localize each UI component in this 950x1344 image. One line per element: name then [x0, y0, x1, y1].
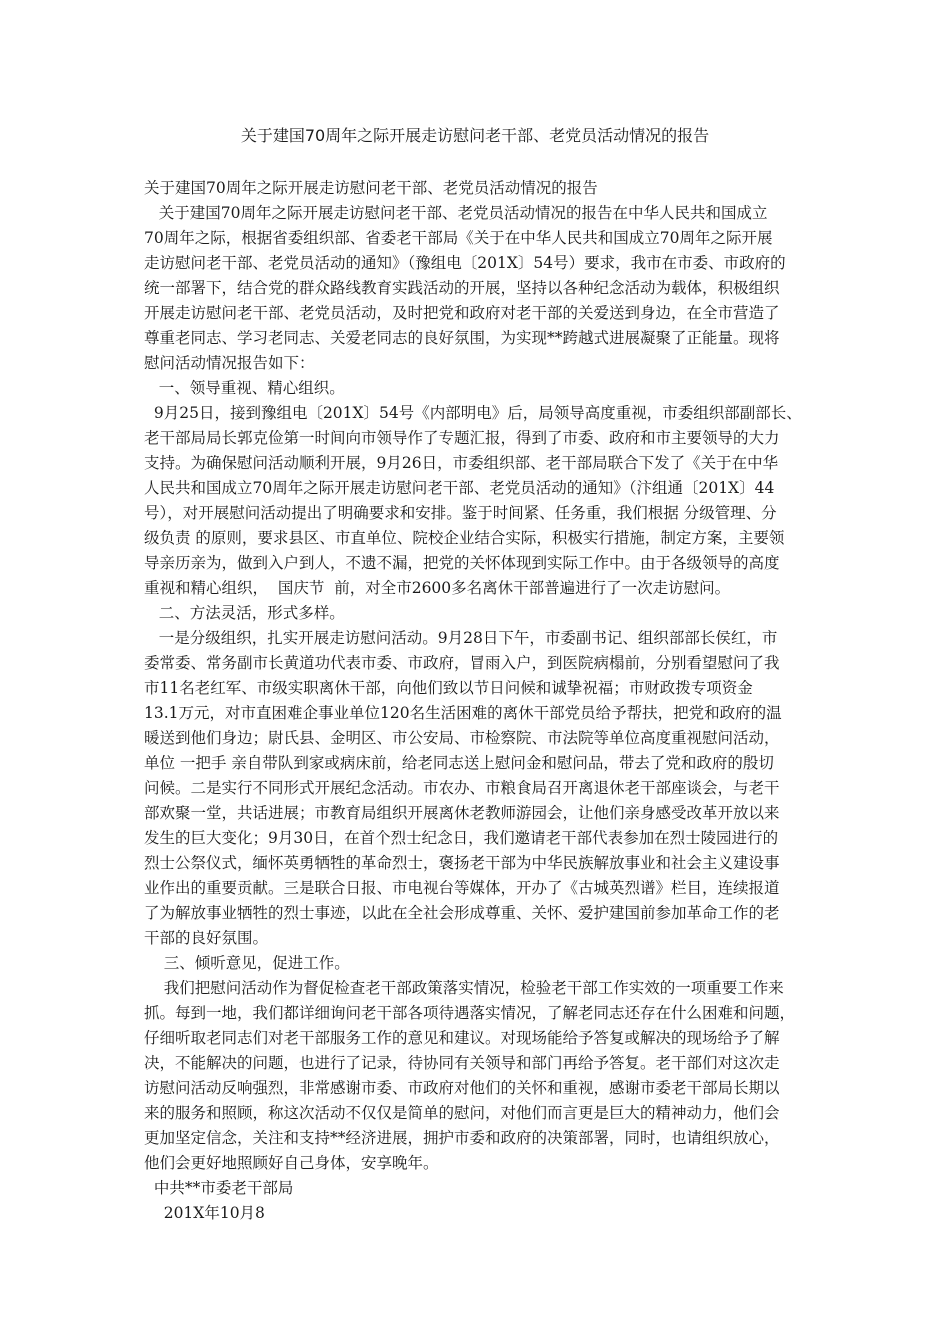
body-line: 201X年10月8	[144, 1204, 265, 1222]
body-line: 9月25日，接到豫组电〔201X〕54号《内部明电》后，局领导高度重视，市委组织部副部长、	[144, 404, 802, 422]
body-line: 慰问活动情况报告如下：	[144, 354, 315, 372]
body-line: 尊重老同志、学习老同志、关爱老同志的良好氛围，为实现**跨越式进展凝聚了正能量。现将	[144, 329, 780, 347]
body-line: 烈士公祭仪式，缅怀英勇牺牲的革命烈士，褒扬老干部为中华民族解放事业和社会主义建设事	[144, 854, 780, 872]
body-line: 问候。二是实行不同形式开展纪念活动。市农办、市粮食局召开离退休老干部座谈会，与老干	[144, 779, 780, 797]
body-line: 一、领导重视、精心组织。	[144, 379, 345, 397]
body-line: 访慰问活动反响强烈，非常感谢市委、市政府对他们的关怀和重视，感谢市委老干部局长期以	[144, 1079, 780, 1097]
body-line: 他们会更好地照顾好自己身体，安享晚年。	[144, 1154, 439, 1172]
body-line: 一是分级组织，扎实开展走访慰问活动。9月28日下午，市委副书记、组织部部长侯红，市	[144, 629, 778, 647]
body-line: 发生的巨大变化；9月30日，在首个烈士纪念日，我们邀请老干部代表参加在烈士陵园进行的	[144, 829, 779, 847]
body-line: 委常委、常务副市长黄道功代表市委、市政府，冒雨入户，到医院病榻前，分别看望慰问了我	[144, 654, 780, 672]
body-line: 关于建国70周年之际开展走访慰问老干部、老党员活动情况的报告在中华人民共和国成立	[144, 204, 768, 222]
body-line: 三、倾听意见，促进工作。	[144, 954, 350, 972]
body-line: 抓。每到一地，我们都详细询问老干部各项待遇落实情况，了解老同志还存在什么困难和问题，	[144, 1004, 796, 1022]
body-line: 70周年之际，根据省委组织部、省委老干部局《关于在中华人民共和国成立70周年之际开展	[144, 229, 773, 247]
body-line: 中共**市委老干部局	[144, 1179, 294, 1197]
body-line: 部欢聚一堂，共话进展；市教育局组织开展离休老教师游园会，让他们亲身感受改革开放以来	[144, 804, 780, 822]
body-line: 走访慰问老干部、老党员活动的通知》（豫组电〔201X〕54号）要求，我市在市委、市政府的	[144, 254, 786, 272]
body-line: 二、方法灵活，形式多样。	[144, 604, 345, 622]
document-title: 关于建国70周年之际开展走访慰问老干部、老党员活动情况的报告	[240, 126, 710, 145]
body-line: 13.1万元，对市直困难企事业单位120名生活困难的离休干部党员给予帮扶，把党和政府的温	[144, 704, 782, 722]
body-line: 开展走访慰问老干部、老党员活动，及时把党和政府对老干部的关爱送到身边，在全市营造了	[144, 304, 780, 322]
body-line: 统一部署下，结合党的群众路线教育实践活动的开展，坚持以各种纪念活动为载体，积极组织	[144, 279, 780, 297]
body-line: 暖送到他们身边；尉氏县、金明区、市公安局、市检察院、市法院等单位高度重视慰问活动，	[144, 729, 780, 747]
body-line: 干部的良好氛围。	[144, 929, 269, 947]
body-line: 更加坚定信念，关注和支持**经济进展，拥护市委和政府的决策部署，同时，也请组织放心，	[144, 1129, 780, 1147]
body-line: 号），对开展慰问活动提出了明确要求和安排。鉴于时间紧、任务重，我们根据 分级管理、分	[144, 504, 777, 522]
body-line: 业作出的重要贡献。三是联合日报、市电视台等媒体，开办了《古城英烈谱》栏目，连续报道	[144, 879, 780, 897]
body-line: 来的服务和照顾，称这次活动不仅仅是简单的慰问，对他们而言更是巨大的精神动力，他们会	[144, 1104, 780, 1122]
body-line: 人民共和国成立70周年之际开展走访慰问老干部、老党员活动的通知》（汴组通〔201X〕44	[144, 479, 775, 497]
body-line: 决，不能解决的问题，也进行了记录，待协同有关领导和部门再给予答复。老干部们对这次走	[144, 1054, 780, 1072]
body-line: 支持。为确保慰问活动顺利开展，9月26日，市委组织部、老干部局联合下发了《关于在中华	[144, 454, 779, 472]
body-line: 重视和精心组织， 国庆节 前，对全市2600多名离休干部普遍进行了一次走访慰问。	[144, 579, 731, 597]
body-line: 老干部局局长郭克俭第一时间向市领导作了专题汇报，得到了市委、政府和市主要领导的大力	[144, 429, 780, 447]
body-line: 我们把慰问活动作为督促检查老干部政策落实情况，检验老干部工作实效的一项重要工作来	[144, 979, 784, 997]
body-line: 导亲历亲为，做到入户到人，不遗不漏，把党的关怀体现到实际工作中。由于各级领导的高度	[144, 554, 780, 572]
body-line: 市11名老红军、市级实职离休干部，向他们致以节日问候和诚挚祝福；市财政拨专项资金	[144, 679, 753, 697]
body-line: 级负责 的原则，要求县区、市直单位、院校企业结合实际，积极实行措施，制定方案，主要领	[144, 529, 785, 547]
body-heading: 关于建国70周年之际开展走访慰问老干部、老党员活动情况的报告	[144, 179, 598, 197]
body-line: 了为解放事业牺牲的烈士事迹，以此在全社会形成尊重、关怀、爱护建国前参加革命工作的老	[144, 904, 780, 922]
document-body	[144, 176, 806, 1226]
body-line: 单位 一把手 亲自带队到家或病床前，给老同志送上慰问金和慰问品，带去了党和政府的殷切	[144, 754, 774, 772]
body-line: 仔细听取老同志们对老干部服务工作的意见和建议。对现场能给予答复或解决的现场给予了解	[144, 1029, 780, 1047]
